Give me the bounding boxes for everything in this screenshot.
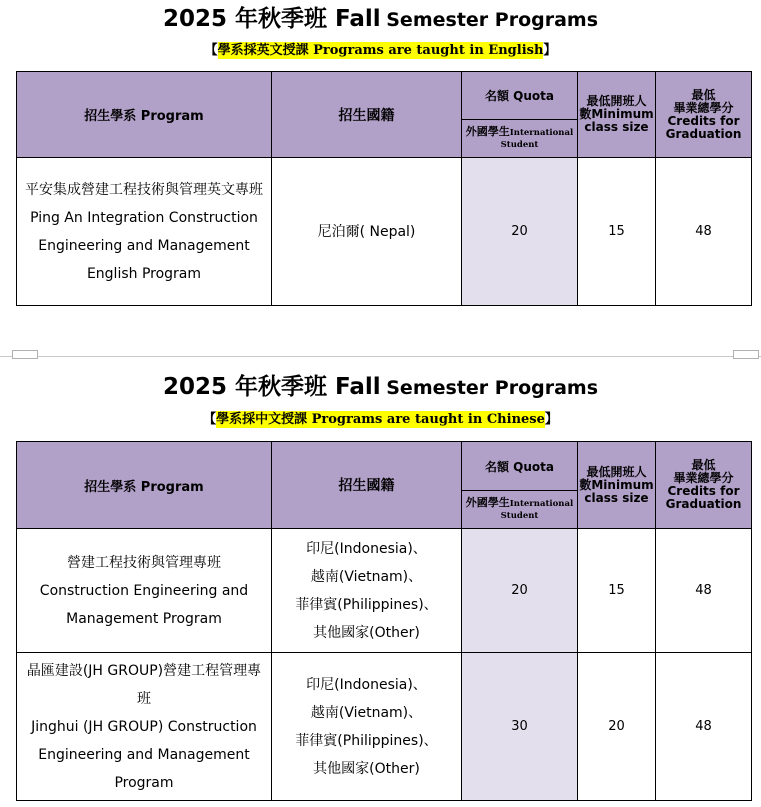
header-credits-line3: Credits for [667, 484, 740, 498]
header-nationality: 招生國籍 [272, 72, 462, 158]
page-break-marker-right [733, 350, 759, 359]
header-intl-en: International Student [500, 128, 574, 150]
header-credits-line4: Graduation [665, 126, 742, 141]
table-row [17, 158, 752, 306]
header-min-class-line3: class size [584, 120, 649, 134]
nationality-line: 印尼(Indonesia)、 [306, 676, 427, 693]
program-cell [17, 529, 272, 653]
header-credits-line2: 畢業總學分 [673, 100, 734, 115]
program-cell [17, 653, 272, 801]
header-quota: 名額 Quota [462, 442, 578, 491]
credits-cell: 48 [656, 529, 752, 653]
section1-title-lead: 2025 年秋季班 Fall [162, 6, 381, 32]
nationality-line: 越南(Vietnam)、 [310, 704, 423, 721]
program-name-en: Ping An Integration Construction Engineering and Management English Program [30, 209, 258, 282]
section2-title-lead: 2025 年秋季班 Fall [162, 374, 381, 400]
credits-cell: 48 [656, 158, 752, 306]
min-class-cell: 15 [578, 158, 656, 306]
header-min-class-line3: class size [584, 490, 649, 505]
program-name-cn: 營建工程技術與管理專班 [67, 554, 221, 571]
section2-title [0, 368, 761, 401]
section2-title-tail: Semester Programs [386, 377, 599, 399]
header-credits [656, 72, 752, 158]
nationality-line: 其他國家(Other) [313, 760, 420, 777]
nationality-line: 菲律賓(Philippines)、 [295, 732, 438, 749]
nationality-line: 其他國家(Other) [313, 624, 420, 641]
program-name-cn: 晶匯建設(JH GROUP)營建工程管理專班 [26, 662, 262, 707]
section1-subtitle-text: 學系採英文授課 Programs are taught in English [217, 43, 544, 58]
header-intl-cn: 外國學生 [465, 496, 510, 509]
header-quota: 名額 Quota [462, 72, 578, 120]
header-credits-line3: Credits for [667, 113, 740, 128]
quota-cell: 20 [462, 529, 578, 653]
header-intl-en: International Student [500, 499, 574, 521]
table-row [17, 653, 752, 801]
program-name-cn: 平安集成營建工程技術與管理英文專班 [25, 181, 263, 198]
section1-title-tail: Semester Programs [386, 9, 599, 31]
program-name-en: Construction Engineering and Management Program [39, 582, 249, 627]
nationality-cell [272, 529, 462, 653]
nationality-cell: 尼泊爾( Nepal) [272, 158, 462, 306]
quota-cell: 30 [462, 653, 578, 801]
header-credits-line4: Graduation [665, 497, 742, 511]
min-class-cell: 20 [578, 653, 656, 801]
header-credits-line2: 畢業總學分 [673, 471, 734, 485]
section1-table [16, 71, 752, 306]
program-name-en: Jinghui (JH GROUP) Construction Engineering and Management Program [31, 718, 257, 791]
header-min-class-line2: 數Minimum [579, 477, 654, 492]
section2-subtitle-text: 學系採中文授課 Programs are taught in Chinese [216, 412, 545, 427]
header-nationality: 招生國籍 [272, 442, 462, 529]
header-min-class-line2: 數Minimum [579, 107, 654, 121]
header-intl-student [462, 120, 578, 158]
header-credits-line1: 最低 [691, 87, 716, 102]
header-intl-cn: 外國學生 [465, 125, 510, 138]
program-cell [17, 158, 272, 306]
header-min-class [578, 442, 656, 529]
header-min-class [578, 72, 656, 158]
nationality-line: 印尼(Indonesia)、 [306, 540, 427, 557]
quota-cell: 20 [462, 158, 578, 306]
table-row [17, 529, 752, 653]
min-class-cell: 15 [578, 529, 656, 653]
header-min-class-line1: 最低開班人 [586, 464, 647, 479]
header-credits-line1: 最低 [691, 458, 716, 472]
section1-title [0, 0, 761, 33]
nationality-line: 越南(Vietnam)、 [310, 568, 423, 585]
section2-subtitle: 【學系採中文授課 Programs are taught in Chinese】 [203, 412, 558, 427]
header-program: 招生學系 Program [17, 442, 272, 529]
credits-cell: 48 [656, 653, 752, 801]
nationality-cell [272, 653, 462, 801]
page-break-divider [0, 356, 761, 357]
header-min-class-line1: 最低開班人 [586, 94, 647, 108]
page-break-marker-left [12, 350, 38, 359]
section1-subtitle: 【學系採英文授課 Programs are taught in English】 [204, 43, 557, 58]
header-program: 招生學系 Program [17, 72, 272, 158]
header-credits [656, 442, 752, 529]
section2-table [16, 441, 752, 801]
header-intl-student [462, 491, 578, 529]
nationality-line: 菲律賓(Philippines)、 [295, 596, 438, 613]
